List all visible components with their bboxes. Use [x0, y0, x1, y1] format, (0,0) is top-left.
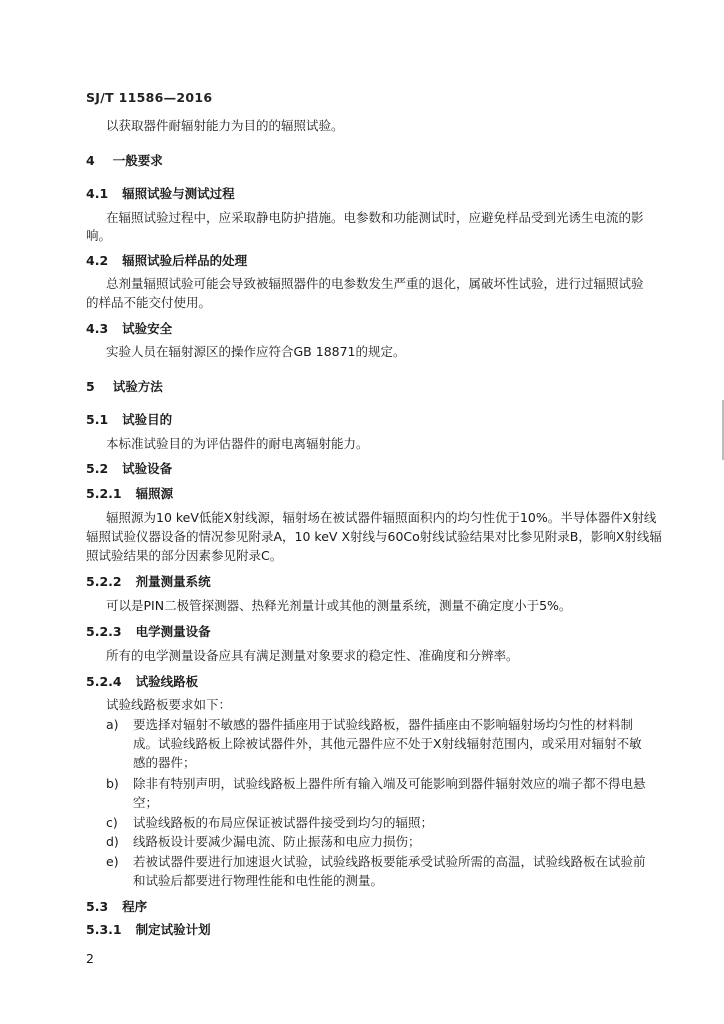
section-number: 5.2: [86, 461, 109, 476]
intro-line: 以获取器件耐辐射能力为目的的辐照试验。: [106, 118, 344, 133]
list-item-marker: a): [106, 717, 119, 732]
section-title: 试验线路板: [135, 674, 199, 689]
section-5-2-2-heading: [86, 574, 211, 590]
section-title: 试验安全: [122, 321, 173, 336]
section-title: 试验目的: [122, 412, 173, 427]
section-number: 4.2: [86, 253, 109, 268]
section-number: 5.3: [86, 899, 109, 914]
paragraph-line: 可以是PIN二极管探测器、热释光剂量计或其他的测量系统，测量不确定度小于5%。: [106, 598, 572, 613]
section-5-3-heading: [86, 899, 147, 915]
section-number: 4.1: [86, 186, 109, 201]
list-item-line: 试验线路板的布局应保证被试器件接受到均匀的辐照；: [133, 815, 434, 830]
section-number: 5.1: [86, 412, 109, 427]
section-number: 5.2.3: [86, 624, 122, 639]
list-item-marker: e): [106, 854, 119, 869]
list-item-line: 成。试验线路板上除被试器件外，其他元器件应不处于X射线辐射范围内，或采用对辐射不敏: [133, 736, 642, 751]
section-number: 5.3.1: [86, 922, 122, 937]
section-5-1-heading: [86, 412, 172, 428]
section-5-heading: [86, 379, 163, 395]
section-5-2-3-heading: [86, 624, 211, 640]
section-title: 辐照源: [135, 486, 174, 501]
section-5-2-heading: [86, 461, 172, 477]
section-4-heading: [86, 153, 163, 169]
paragraph-line: 辐照试验仪器设备的情况参见附录A，10 keV X射线与60Co射线试验结果对比参见附录B，影响X射线辐: [86, 529, 662, 544]
section-number: 5: [86, 379, 95, 394]
section-number: 4: [86, 153, 95, 168]
paragraph-line: 总剂量辐照试验可能会导致被辐照器件的电参数发生严重的退化，属破坏性试验，进行过辐照试验: [106, 276, 644, 291]
paragraph-line: 所有的电学测量设备应具有满足测量对象要求的稳定性、准确度和分辨率。: [106, 648, 519, 663]
paragraph-line: 照试验结果的部分因素参见附录C。: [86, 548, 283, 563]
section-title: 试验设备: [122, 461, 173, 476]
paragraph-line: 辐照源为10 keV低能X射线源，辐射场在被试器件辐照面积内的均匀性优于10%。半导体器件X射线: [106, 510, 657, 525]
list-item-line: 感的器件；: [133, 755, 196, 770]
list-intro: 试验线路板要求如下：: [106, 697, 232, 712]
list-item-line: 线路板设计要减少漏电流、防止振荡和电应力损伤；: [133, 834, 421, 849]
section-title: 程序: [122, 899, 148, 914]
section-number: 5.2.4: [86, 674, 122, 689]
paragraph-line: 在辐照试验过程中，应采取静电防护措施。电参数和功能测试时，应避免样品受到光诱生电流的影: [106, 210, 644, 225]
section-number: 4.3: [86, 321, 109, 336]
section-4-2-heading: [86, 253, 247, 269]
section-title: 试验方法: [112, 379, 163, 394]
section-number: 5.2.1: [86, 486, 122, 501]
section-5-2-1-heading: [86, 486, 173, 502]
paragraph-line: 实验人员在辐射源区的操作应符合GB 18871的规定。: [106, 344, 406, 359]
list-item-line: 要选择对辐射不敏感的器件插座用于试验线路板，器件插座由不影响辐射场均匀性的材料制: [133, 717, 634, 732]
list-item-line: 和试验后都要进行物理性能和电性能的测量。: [133, 873, 384, 888]
section-title: 辐照试验与测试过程: [122, 186, 235, 201]
paragraph-line: 的样品不能交付使用。: [86, 295, 212, 310]
section-4-1-heading: [86, 186, 235, 202]
section-title: 电学测量设备: [135, 624, 211, 639]
section-5-3-1-heading: [86, 922, 211, 938]
paragraph-line: 本标准试验目的为评估器件的耐电离辐射能力。: [106, 436, 369, 451]
section-4-3-heading: [86, 321, 172, 337]
list-item-marker: b): [106, 776, 119, 791]
list-item-line: 若被试器件要进行加速退火试验，试验线路板要能承受试验所需的高温，试验线路板在试验前: [133, 854, 646, 869]
paragraph-line: 响。: [86, 228, 112, 243]
standard-code: SJ/T 11586—2016: [86, 90, 213, 105]
section-title: 剂量测量系统: [135, 574, 211, 589]
list-item-line: 空；: [133, 795, 159, 810]
section-title: 辐照试验后样品的处理: [122, 253, 248, 268]
list-item-marker: d): [106, 834, 119, 849]
list-item-marker: c): [106, 815, 118, 830]
section-5-2-4-heading: [86, 674, 198, 690]
section-number: 5.2.2: [86, 574, 122, 589]
list-item-line: 除非有特别声明，试验线路板上器件所有输入端及可能影响到器件辐射效应的端子都不得电悬: [133, 776, 646, 791]
page-number: 2: [86, 951, 94, 966]
section-title: 制定试验计划: [135, 922, 211, 937]
section-title: 一般要求: [112, 153, 163, 168]
